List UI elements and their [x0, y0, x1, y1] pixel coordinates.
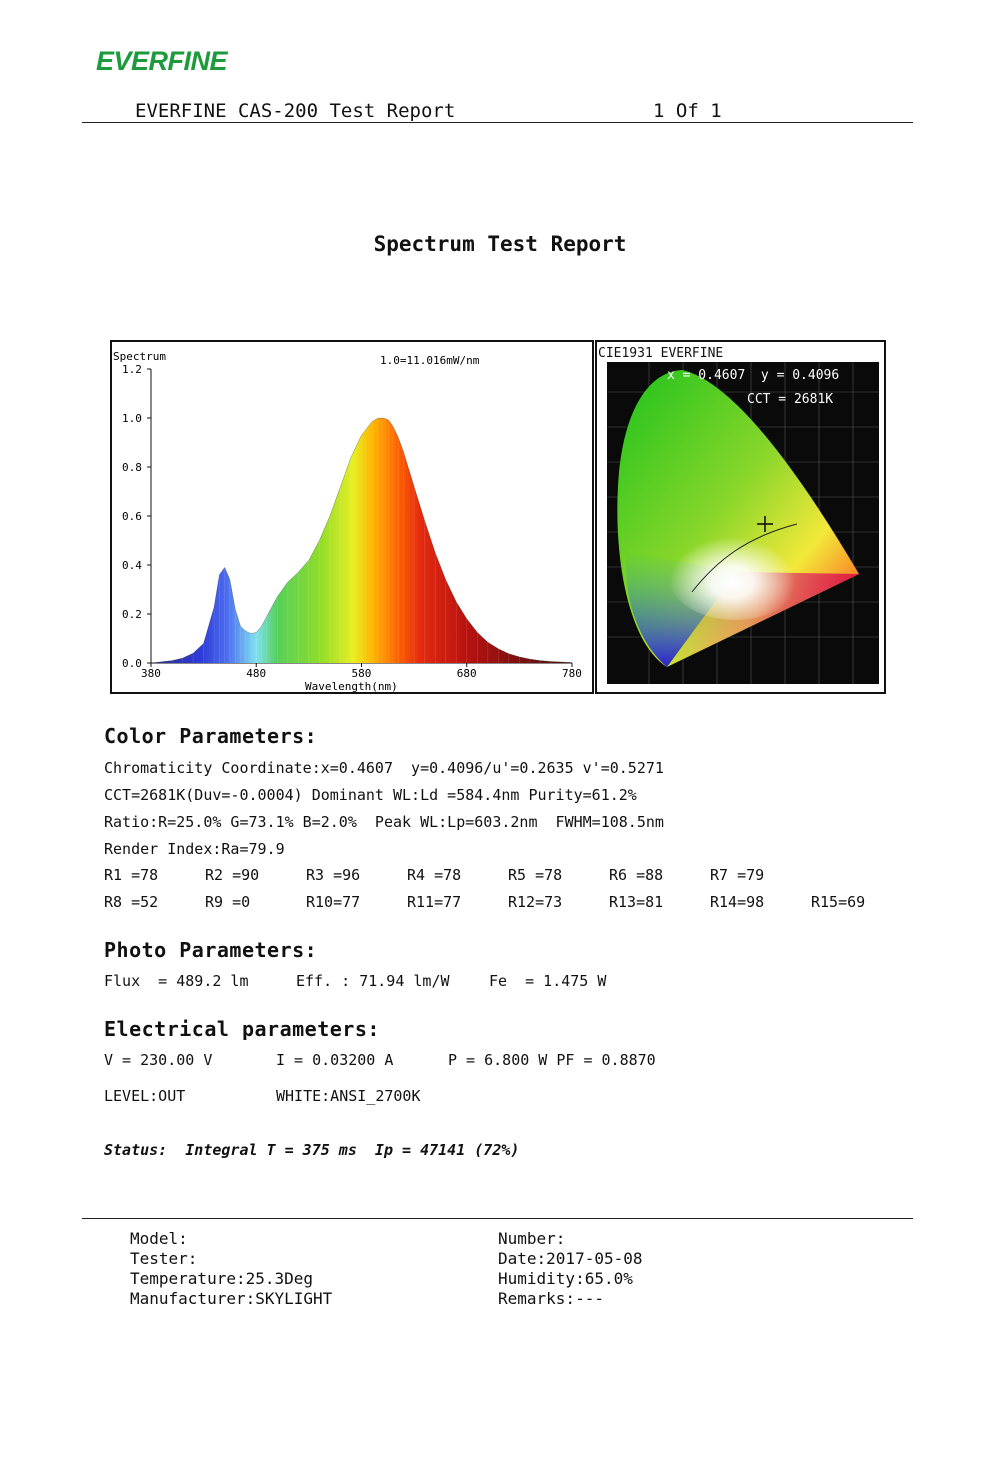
r-index-r13: R13=81: [609, 893, 664, 911]
r-index-r5: R5 =78: [508, 866, 563, 884]
chromaticity-line: Chromaticity Coordinate:x=0.4607 y=0.4096/u'=0.2635 v'=0.5271: [104, 759, 664, 777]
r-index-r4: R4 =78: [407, 866, 462, 884]
current-value: I = 0.03200 A: [276, 1051, 394, 1069]
chart-title: Spectrum: [113, 350, 166, 363]
y-tick-label: 1.0: [122, 412, 142, 425]
x-tick-label: 380: [141, 667, 161, 680]
page-indicator: 1 Of 1: [653, 100, 722, 122]
spectrum-svg: [112, 342, 592, 692]
level-value: LEVEL:OUT: [104, 1087, 186, 1105]
r-index-r14: R14=98: [710, 893, 765, 911]
electrical-heading: Electrical parameters:: [104, 1017, 380, 1041]
everfine-logo: EVERFINE: [96, 46, 228, 76]
render-index-line: Render Index:Ra=79.9: [104, 840, 285, 858]
cie-diagram: [595, 340, 886, 694]
x-tick-label: 580: [351, 667, 372, 680]
temperature-field: Temperature:25.3Deg: [130, 1269, 314, 1288]
r-index-r2: R2 =90: [205, 866, 260, 884]
r-index-r12: R12=73: [508, 893, 563, 911]
x-tick-label: 780: [562, 667, 582, 680]
y-tick-label: 0.2: [122, 608, 142, 621]
r-index-r1: R1 =78: [104, 866, 159, 884]
r-index-r6: R6 =88: [609, 866, 664, 884]
r-index-r8: R8 =52: [104, 893, 159, 911]
tester-field: Tester:: [130, 1249, 198, 1268]
chart-scale-note: 1.0=11.016mW/nm: [380, 354, 480, 367]
cie-white-region: [665, 520, 805, 620]
y-tick-label: 0.6: [122, 510, 142, 523]
footer-rule: [82, 1218, 913, 1219]
footer-left: [130, 1229, 332, 1309]
r-index-r3: R3 =96: [306, 866, 361, 884]
efficacy-value: Eff. : 71.94 lm/W: [296, 972, 450, 990]
manufacturer-field: Manufacturer:SKYLIGHT: [130, 1289, 333, 1308]
y-tick-label: 1.2: [122, 363, 142, 376]
header-rule: [82, 122, 913, 123]
report-name: EVERFINE CAS-200 Test Report: [135, 100, 456, 122]
footer-right: [498, 1229, 643, 1309]
humidity-field: Humidity:65.0%: [498, 1269, 633, 1288]
cie-svg: [597, 342, 884, 692]
model-field: Model:: [130, 1229, 188, 1248]
cie-title: CIE1931 EVERFINE: [598, 346, 724, 361]
flux-value: Flux = 489.2 lm: [104, 972, 249, 990]
page-title: Spectrum Test Report: [373, 232, 627, 256]
white-value: WHITE:ANSI_2700K: [276, 1087, 421, 1105]
r-index-r7: R7 =79: [710, 866, 765, 884]
color-params-heading: Color Parameters:: [104, 724, 318, 748]
y-tick-label: 0.8: [122, 461, 142, 474]
y-tick-label: 0.0: [122, 657, 142, 670]
spectrum-chart: [110, 340, 594, 694]
r-index-r10: R10=77: [306, 893, 361, 911]
voltage-value: V = 230.00 V: [104, 1051, 213, 1069]
power-value: P = 6.800 W PF = 0.8870: [448, 1051, 656, 1069]
x-tick-label: 680: [456, 667, 477, 680]
cie-coordinates: x = 0.4607 y = 0.4096: [667, 368, 840, 383]
number-field: Number:: [498, 1229, 566, 1248]
photo-params-heading: Photo Parameters:: [104, 938, 318, 962]
r-index-r9: R9 =0: [205, 893, 251, 911]
x-tick-label: 480: [246, 667, 267, 680]
remarks-field: Remarks:---: [498, 1289, 604, 1308]
ratio-line: Ratio:R=25.0% G=73.1% B=2.0% Peak WL:Lp=603.2nm FWHM=108.5nm: [104, 813, 664, 831]
y-tick-label: 0.4: [122, 559, 142, 572]
status-line: Status: Integral T = 375 ms Ip = 47141 (72%): [104, 1141, 520, 1159]
fe-value: Fe = 1.475 W: [489, 972, 607, 990]
date-field: Date:2017-05-08: [498, 1249, 643, 1268]
r-index-r11: R11=77: [407, 893, 462, 911]
cie-cct: CCT = 2681K: [747, 392, 834, 407]
cct-line: CCT=2681K(Duv=-0.0004) Dominant WL:Ld =584.4nm Purity=61.2%: [104, 786, 637, 804]
r-index-r15: R15=69: [811, 893, 866, 911]
x-axis-label: Wavelength(nm): [305, 680, 398, 692]
